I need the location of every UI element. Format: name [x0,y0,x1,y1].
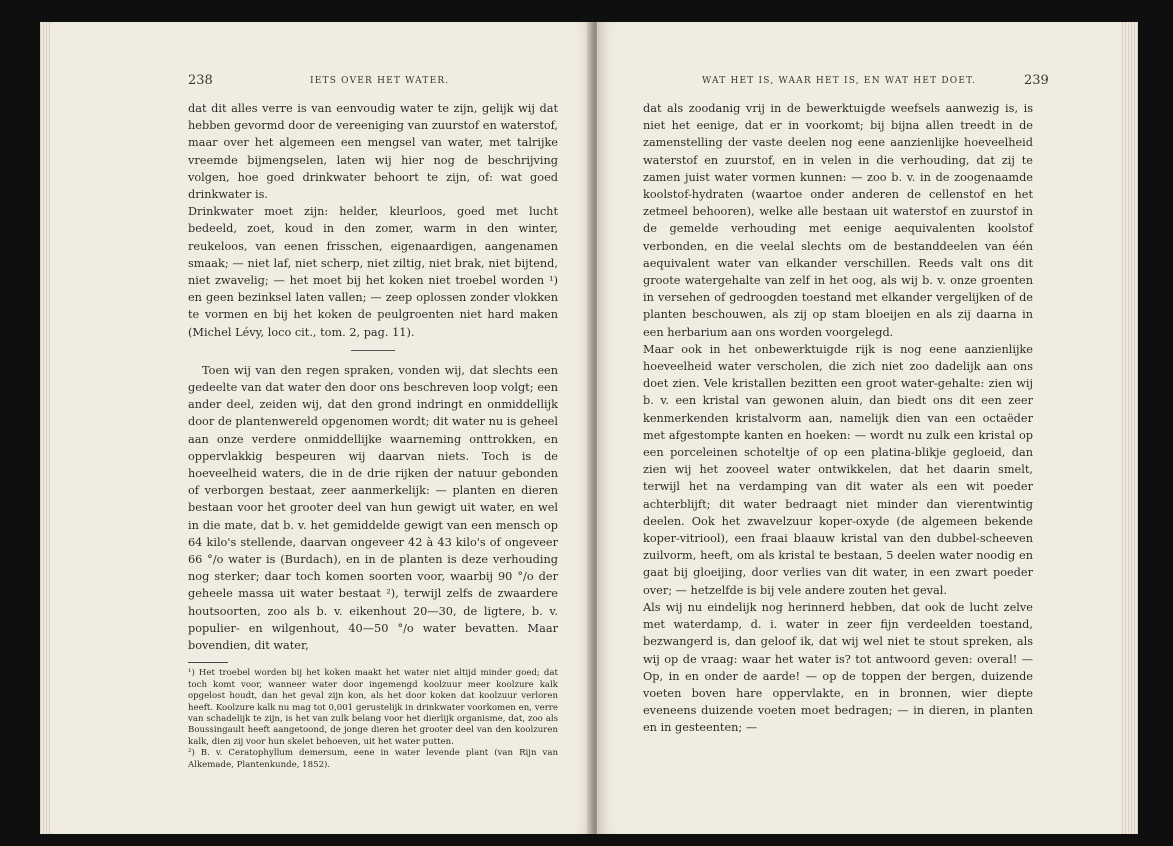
left-text-block [188,100,558,771]
right-paragraph-2: Maar ook in het onbewerktuigde rijk is nog eene aanzienlijke hoeveelheid water verscholen, die zich niet zoo dadelijk aan ons doet zien. Vele kristallen bezitten een groot water-gehalte: zien wij b. v. een kristal van gewonen aluin, dan biedt ons dit een zeer kenmerkenden kristalvorm aan, namelijk dien van een octaëder met afgestompte kanten en hoeken: — wordt nu zulk een kristal op een porceleinen schoteltje of op een platina-blikje gegloeid, dan zien wij het zooveel water ontwikkelen, dat het daarin smelt, terwijl het na verdamping van dit water als een wit poeder achterblijft; dit water bedraagt niet minder dan vierentwintig deelen. Ook het zwavelzuur koper-oxyde (de algemeen bekende koper-vitriool), een fraai blaauw kristal van den dubbel-scheeven zuilvorm, heeft, om als kristal te bestaan, 5 deelen water noodig en gaat bij gloeijing, door verlies van dit water, in een zwart poeder over; — hetzelfde is bij vele andere zouten het geval. [643,342,1033,597]
footnote-1: ¹) Het troebel worden bij het koken maakt het water niet altijd minder goed; dat toch komt voor, wanneer water door ingemengd koolzuur meer koolzure kalk opgelost houdt, dan het geval zijn kon, als het door koken dat koolzuur verloren heeft. Koolzure kalk nu mag tot 0,001 gerustelijk in drinkwater voorkomen en, verre van schadelijk te zijn, is het van zulk belang voor het dierlijk organisme, dat, zoo als Boussingault heeft aangetoond, de jonge dieren het grooter deel van den koolzuren kalk, dien zij voor hun skelet behoeven, uit het water putten. [188,668,558,747]
left-page-number: 238 [188,73,213,88]
book-spread [40,22,1138,834]
right-page-edges [1122,22,1138,834]
right-page [597,22,1138,834]
footnotes [188,668,558,771]
right-paragraph-3: Als wij nu eindelijk nog herinnerd hebben, dat ook de lucht zelve met waterdamp, d. i. water in zeer fijn verdeelden toestand, bezwangerd is, dan geloof ik, dat wij wel niet te stout spreken, als wij op de vraag: waar het water is? tot antwoord geven: overal! — Op, in en onder de aarde! — op de toppen der bergen, duizende voeten boven hare oppervlakte, en in bronnen, wier diepte eveneens duizende voeten moet bedragen; — in dieren, in planten en in gesteenten; — [643,600,1033,735]
left-page-edges [40,22,50,834]
right-text-block [643,100,1033,737]
left-paragraph-1: dat dit alles verre is van eenvoudig water te zijn, gelijk wij dat hebben gevormd door de vereeniging van zuurstof en waterstof, maar over het algemeen een mengsel van water, met talrijke vreemde bijmengselen, laten wij hier nog de beschrijving volgen, hoe goed drinkwater behoort te zijn, of: wat goed drinkwater is. [188,102,558,202]
right-paragraph-1: dat als zoodanig vrij in de bewerktuigde weefsels aanwezig is, is niet het eenige, dat er in voorkomt; bij bijna allen treedt in de zamenstelling der vaste deelen nog eene aanzienlijke hoeveelheid waterstof en zuurstof, en in velen in die verhouding, dat zij te zamen juist water vormen kunnen: — zoo b. v. in de zoogenaamde koolstof-hydraten (waartoe onder anderen de cellenstof en het zetmeel behooren), welke alle bestaan uit waterstof en zuurstof in de gemelde verhouding met eenige aequivalenten koolstof verbonden, en die veelal slechts om de bestanddeelen van één aequivalent water van elkander verschillen. Reeds valt ons dit groote watergehalte van zelf in het oog, als wij b. v. onze groenten in versehen of gedroogden toestand met elkander vergelijken of de planten beschouwen, als zij op stam bloeijen en als zij daarna in een herbarium aan ons worden voorgelegd. [643,102,1033,339]
right-page-number: 239 [1024,73,1049,88]
footnote-2: ²) B. v. Ceratophyllum demersum, eene in water levende plant (van Rijn van Alkemade, Plantenkunde, 1852). [188,748,558,770]
left-page [40,22,593,834]
left-running-head: IETS OVER HET WATER. [310,76,450,86]
section-separator [351,350,395,351]
left-paragraph-3: Toen wij van den regen spraken, vonden wij, dat slechts een gedeelte van dat water den door ons beschreven loop volgt; een ander deel, zeiden wij, dat den grond indringt en onmiddellijk door de plantenwereld opgenomen wordt; dit water nu is geheel aan onze verdere onmiddellijke waarneming onttrokken, en oppervlakkig bespeuren wij daarvan niets. Toch is de hoeveelheid waters, die in de drie rijken der natuur gebonden of verborgen bestaat, zeer aanmerkelijk: — planten en dieren bestaan voor het grooter deel van hun gewigt uit water, en wel in die mate, dat b. v. het gemiddelde gewigt van een mensch op 64 kilo's stellende, daarvan ongeveer 42 à 43 kilo's of ongeveer 66 °/o water is (Burdach), en in de planten is deze verhouding nog sterker; daar toch komen soorten voor, waarbij 90 °/o der geheele massa uit water bestaat ²), terwijl zelfs de zwaardere houtsoorten, zoo als b. v. eikenhout 20—30, de ligtere, b. v. populier- en wilgenhout, 40—50 °/o water bevatten. Maar bovendien, dit water, [188,363,558,653]
left-paragraph-2: Drinkwater moet zijn: helder, kleurloos, goed met lucht bedeeld, zoet, koud in den zomer, warm in den winter, reukeloos, van eenen frisschen, eigenaardigen, aangenamen smaak; — niet laf, niet scherp, niet ziltig, niet brak, niet bijtend, niet zwavelig; — het moet bij het koken niet troebel worden ¹) en geen bezinksel laten vallen; — zeep oplossen zonder vlokken te vormen en bij het koken de peulgroenten niet hard maken (Michel Lévy, loco cit., tom. 2, pag. 11). [188,205,558,339]
right-running-head: WAT HET IS, WAAR HET IS, EN WAT HET DOET. [702,76,977,86]
footnote-rule [188,662,228,663]
